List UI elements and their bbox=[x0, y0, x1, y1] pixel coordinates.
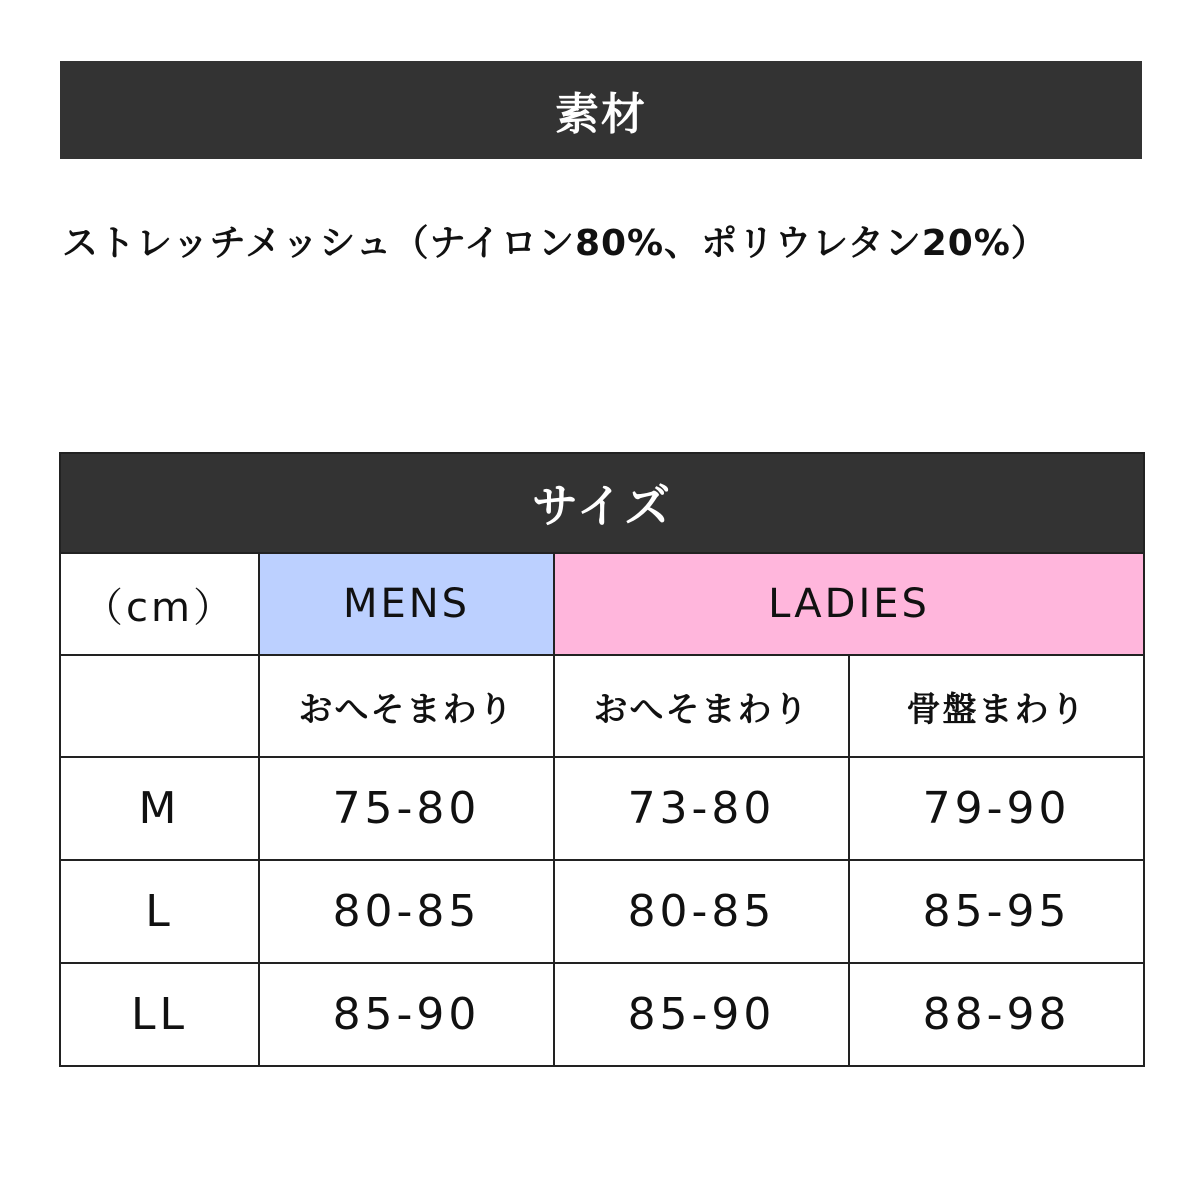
table-row bbox=[60, 963, 1144, 1066]
size-value: 80-85 bbox=[554, 860, 849, 963]
size-table-measurement-row bbox=[60, 655, 1144, 757]
ladies-waist-header: おへそまわり bbox=[554, 655, 849, 757]
material-description: ストレッチメッシュ（ナイロン80%、ポリウレタン20%） bbox=[62, 223, 1048, 264]
size-table-group-row bbox=[60, 553, 1144, 655]
size-label: LL bbox=[60, 963, 259, 1066]
size-value: 85-95 bbox=[849, 860, 1144, 963]
table-row bbox=[60, 860, 1144, 963]
size-value: 73-80 bbox=[554, 757, 849, 860]
empty-corner-cell bbox=[60, 655, 259, 757]
size-heading: サイズ bbox=[60, 453, 1144, 553]
size-table-title-row bbox=[60, 453, 1144, 553]
size-value: 85-90 bbox=[554, 963, 849, 1066]
ladies-hip-header: 骨盤まわり bbox=[849, 655, 1144, 757]
size-value: 80-85 bbox=[259, 860, 554, 963]
size-label: M bbox=[60, 757, 259, 860]
size-table bbox=[59, 452, 1145, 1067]
material-header bbox=[60, 61, 1142, 159]
material-heading: 素材 bbox=[555, 89, 647, 140]
mens-group-header: MENS bbox=[259, 553, 554, 655]
size-label: L bbox=[60, 860, 259, 963]
mens-waist-header: おへそまわり bbox=[259, 655, 554, 757]
size-value: 75-80 bbox=[259, 757, 554, 860]
table-row bbox=[60, 757, 1144, 860]
unit-label: （cm） bbox=[60, 553, 259, 655]
size-value: 85-90 bbox=[259, 963, 554, 1066]
size-value: 88-98 bbox=[849, 963, 1144, 1066]
size-value: 79-90 bbox=[849, 757, 1144, 860]
ladies-group-header: LADIES bbox=[554, 553, 1144, 655]
